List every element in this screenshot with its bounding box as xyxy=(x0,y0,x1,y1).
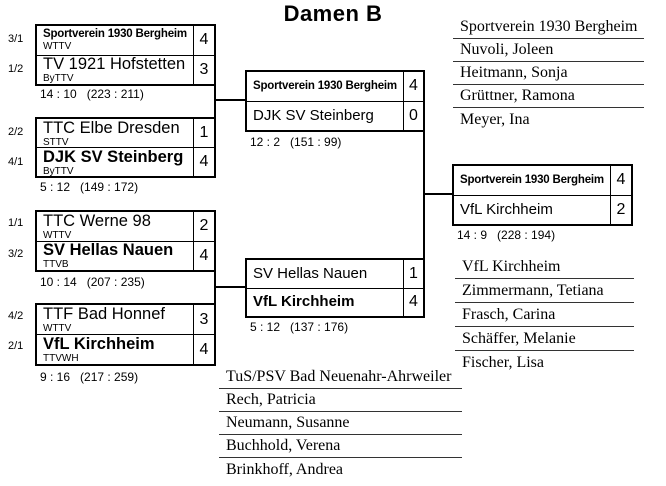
team-association: TTVWH xyxy=(43,353,79,364)
match-row-top xyxy=(37,119,214,147)
match-semifinal-2 xyxy=(245,258,425,318)
team-name: Sportverein 1930 Bergheim xyxy=(43,28,187,41)
roster-vfl-kirchheim xyxy=(455,255,634,375)
team-score: 4 xyxy=(403,72,423,101)
team-name: Sportverein 1930 Bergheim xyxy=(460,173,604,186)
roster-player: Frasch, Carina xyxy=(455,303,634,327)
team-association: WTTV xyxy=(43,41,72,53)
seed-label-8: 2/1 xyxy=(8,340,24,352)
roster-team-name: VfL Kirchheim xyxy=(455,255,634,279)
match-result: 10 : 14 (207 : 235) xyxy=(40,275,145,289)
team-name: VfL Kirchheim xyxy=(43,335,155,353)
roster-player: Neumann, Susanne xyxy=(219,412,462,435)
team-association: TTVB xyxy=(43,259,69,270)
team-name: TTC Werne 98 xyxy=(43,212,151,230)
roster-player: Fischer, Lisa xyxy=(462,354,545,371)
team-association: ByTTV xyxy=(43,165,74,176)
connector-line xyxy=(423,132,425,258)
connector-line xyxy=(216,99,245,101)
match-result: 12 : 2 (151 : 99) xyxy=(250,135,342,149)
roster-player: Meyer, Ina xyxy=(460,110,530,128)
match-row-bottom xyxy=(454,195,631,225)
team-name: SV Hellas Nauen xyxy=(43,241,174,260)
team-score: 3 xyxy=(193,56,214,85)
seed-label-2: 1/2 xyxy=(8,63,24,75)
roster-team-name: TuS/PSV Bad Neuenahr-Ahrweiler xyxy=(219,366,462,389)
match-row-top xyxy=(454,166,631,195)
match-row-bottom xyxy=(37,147,214,176)
roster-team-name: Sportverein 1930 Bergheim xyxy=(453,16,644,39)
team-score: 2 xyxy=(193,212,214,241)
team-score: 2 xyxy=(610,196,631,225)
team-score: 0 xyxy=(403,102,423,131)
roster-player: Zimmermann, Tetiana xyxy=(455,279,634,303)
roster-player: Buchhold, Verena xyxy=(219,435,462,458)
roster-player: Grüttner, Ramona xyxy=(453,85,644,108)
team-score: 3 xyxy=(193,305,214,334)
match-final xyxy=(452,164,633,226)
team-score: 4 xyxy=(193,335,214,364)
team-name: DJK SV Steinberg xyxy=(253,106,374,124)
team-name: DJK SV Steinberg xyxy=(43,148,184,166)
team-name: TTF Bad Honnef xyxy=(43,305,165,323)
match-result: 9 : 16 (217 : 259) xyxy=(40,370,139,384)
match-row-bottom xyxy=(37,55,214,85)
connector-line xyxy=(216,286,245,288)
match-result: 5 : 12 (149 : 172) xyxy=(40,180,139,194)
roster-player: Nuvoli, Joleen xyxy=(453,39,644,62)
roster-tus-psv-bad-neuenahr-ahrweiler xyxy=(219,366,462,481)
connector-line xyxy=(425,193,452,195)
match-result: 5 : 12 (137 : 176) xyxy=(250,320,349,334)
team-score: 1 xyxy=(403,260,423,288)
match-row-bottom xyxy=(37,241,214,271)
team-association: WTTV xyxy=(43,323,72,334)
team-score: 4 xyxy=(193,148,214,176)
roster-sportverein-1930-bergheim xyxy=(453,16,644,131)
seed-label-6: 3/2 xyxy=(8,248,24,260)
match-row-top xyxy=(247,72,423,101)
match-row-top xyxy=(247,260,423,288)
team-name: TTC Elbe Dresden xyxy=(43,119,180,137)
seed-label-4: 4/1 xyxy=(8,156,24,168)
roster-player: Rech, Patricia xyxy=(219,389,462,412)
team-association: WTTV xyxy=(43,229,72,241)
match-row-top xyxy=(37,212,214,241)
team-association: STTV xyxy=(43,136,69,147)
team-score: 1 xyxy=(193,119,214,147)
match-row-top xyxy=(37,26,214,55)
seed-label-7: 4/2 xyxy=(8,310,24,322)
team-association: ByTTV xyxy=(43,73,74,84)
team-name: Sportverein 1930 Bergheim xyxy=(253,79,397,92)
roster-player: Brinkhoff, Andrea xyxy=(226,460,344,478)
seed-label-1: 3/1 xyxy=(8,33,24,45)
roster-player: Heitmann, Sonja xyxy=(453,62,644,85)
match-quarterfinal-3 xyxy=(35,210,216,272)
match-quarterfinal-2 xyxy=(35,117,216,178)
seed-label-5: 1/1 xyxy=(8,217,24,229)
match-quarterfinal-4 xyxy=(35,303,216,366)
match-row-bottom xyxy=(37,334,214,364)
roster-player: Schäffer, Melanie xyxy=(455,327,634,351)
connector-line xyxy=(214,86,216,117)
match-row-bottom xyxy=(247,101,423,131)
team-name: VfL Kirchheim xyxy=(253,293,355,311)
team-score: 4 xyxy=(610,166,631,195)
team-score: 4 xyxy=(403,289,423,317)
match-result: 14 : 9 (228 : 194) xyxy=(457,228,556,242)
match-result: 14 : 10 (223 : 211) xyxy=(40,87,144,101)
team-name: TV 1921 Hofstetten xyxy=(43,55,186,74)
team-name: SV Hellas Nauen xyxy=(253,264,368,282)
page-title: Damen B xyxy=(283,1,383,26)
team-score: 4 xyxy=(193,26,214,55)
seed-label-3: 2/2 xyxy=(8,126,24,138)
team-score: 4 xyxy=(193,242,214,271)
match-semifinal-1 xyxy=(245,70,425,132)
match-quarterfinal-1 xyxy=(35,24,216,86)
match-row-bottom xyxy=(247,288,423,317)
match-row-top xyxy=(37,305,214,334)
team-name: VfL Kirchheim xyxy=(460,200,553,218)
